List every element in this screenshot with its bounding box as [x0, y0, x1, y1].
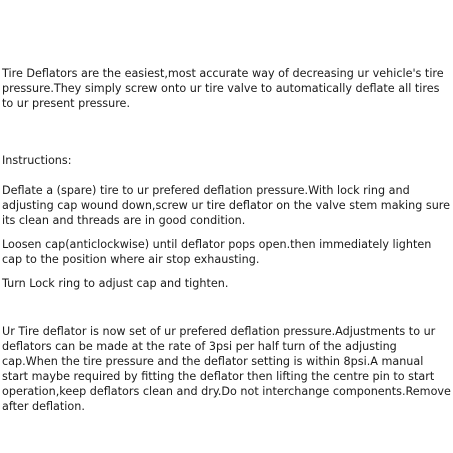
- instruction-step-2: Loosen cap(anticlockwise) until deflator pops open.then immediately lighten cap to the position where air stop exhausting.: [2, 238, 432, 266]
- instruction-step-3: Turn Lock ring to adjust cap and tighten.: [2, 277, 229, 290]
- conclusion-paragraph: Ur Tire deflator is now set of ur prefered deflation pressure.Adjustments to ur deflators can be made at the rate of 3psi per half turn of the adjusting cap.When the tire pressure and the deflator setting is within 8psi.A manual start maybe required by fitting the deflator then lifting the centre pin to start operation,keep deflators clean and dry.Do not interchange components.Remove after deflation.: [2, 325, 451, 413]
- spacer: [2, 168, 451, 183]
- spacer: [2, 111, 451, 153]
- spacer: [2, 228, 451, 237]
- instructions-heading: Instructions:: [2, 154, 72, 167]
- document-body: [2, 66, 451, 414]
- spacer: [2, 267, 451, 276]
- intro-paragraph: Tire Deflators are the easiest,most accurate way of decreasing ur vehicle's tire pressure.They simply screw onto ur tire valve to automatically deflate all tires to ur present pressure.: [2, 67, 444, 110]
- spacer: [2, 291, 451, 324]
- instruction-step-1: Deflate a (spare) tire to ur prefered deflation pressure.With lock ring and adjusting cap wound down,screw ur tire deflator on the valve stem making sure its clean and threads are in good condition.: [2, 184, 451, 227]
